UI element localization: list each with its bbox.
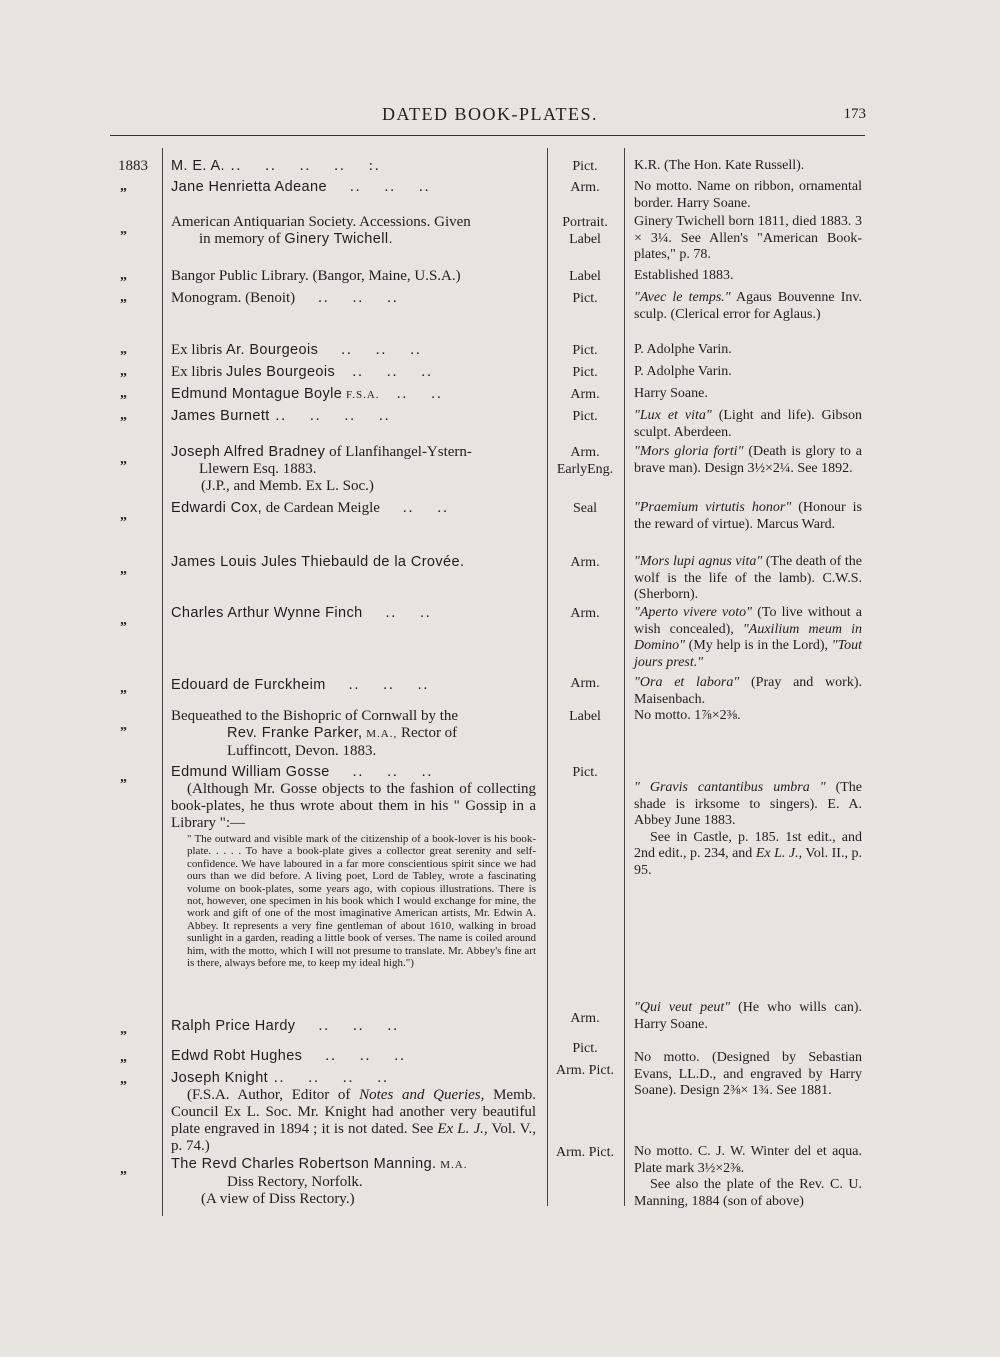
ditto-mark: „ [120, 718, 127, 733]
entry-note: "Lux et vita" (Light and life). Gibson sculpt. Aberdeen. [634, 408, 862, 440]
column-rule-left [162, 148, 163, 1216]
plate-type: Pict. [572, 159, 598, 174]
running-title: DATED BOOK-PLATES. [382, 104, 598, 124]
plate-type: Pict. [572, 365, 598, 380]
ditto-mark: „ [120, 452, 127, 467]
plate-type: Arm. [570, 180, 600, 195]
entry-name: Charles Arthur Wynne Finch .. .. [171, 605, 432, 621]
entry-note: "Qui veut peut" (He who wills can). Harry Soane. [634, 1000, 862, 1032]
ditto-mark: „ [120, 268, 127, 283]
entry-name: M. E. A. .. .. .. .. :. [171, 158, 381, 174]
plate-type: Arm. Pict. [556, 1063, 614, 1078]
entry-note: No motto. (Designed by Sebastian Evans, LL.D., and engraved by Harry Soane). Design 2⅜× 1¾. See 1881. [634, 1050, 862, 1098]
plate-type: Portrait. Label [562, 215, 608, 247]
entry-note: Harry Soane. [634, 386, 708, 401]
ditto-mark: „ [120, 562, 127, 577]
entry-name: Joseph Knight .. .. .. .. (F.S.A. Author, Editor of Notes and Queries, Memb. Council Ex L. Soc. Mr. Knight had another very beautiful plate engraved in 1894 ; it is not dated. See Ex L. J., Vol. V., p. 74.) [171, 1070, 536, 1154]
entry-note: P. Adolphe Varin. [634, 342, 732, 357]
entry-note: "Praemium virtutis honor" (Honour is the reward of virtue). Marcus Ward. [634, 500, 862, 532]
year-label: 1883 [118, 158, 148, 174]
entry-name: Edouard de Furckheim .. .. .. [171, 677, 430, 693]
plate-type: Arm. [570, 1011, 600, 1026]
entry-name: Ex libris Jules Bourgeois .. .. .. [171, 364, 433, 380]
entry-name: Bequeathed to the Bishopric of Cornwall by the Rev. Franke Parker, M.A., Rector of Luffincott, Devon. 1883. [171, 708, 459, 759]
entry-note: No motto. 1⅞×2⅜. [634, 708, 741, 723]
entry-name: The Revd Charles Robertson Manning. M.A. Diss Rectory, Norfolk. (A view of Diss Rectory.) [171, 1156, 468, 1207]
entry-note: "Ora et labora" (Pray and work). Maisenbach. [634, 675, 862, 707]
entry-note: "Avec le temps." Agaus Bouvenne Inv. sculp. (Clerical error for Aglaus.) [634, 290, 862, 322]
plate-type: Pict. [572, 1041, 598, 1056]
plate-type: Label [569, 269, 601, 284]
ditto-mark: „ [120, 770, 127, 785]
ditto-mark: „ [120, 290, 127, 305]
entry-note: K.R. (The Hon. Kate Russell). [634, 158, 805, 173]
ditto-mark: „ [120, 364, 127, 379]
entry-note: P. Adolphe Varin. [634, 364, 732, 379]
entry-note: Ginery Twichell born 1811, died 1883. 3 × 3¼. See Allen's "American Book-plates," p. 78. [634, 214, 862, 262]
entry-name: Jane Henrietta Adeane .. .. .. [171, 179, 431, 195]
entry-name: American Antiquarian Society. Accessions. Given in memory of Ginery Twichell. [171, 214, 471, 247]
ditto-mark: „ [120, 179, 127, 194]
entry-name: James Burnett .. .. .. .. [171, 408, 391, 424]
entry-note: "Aperto vivere voto" (To live without a wish concealed), "Auxilium meum in Domino" (My help is in the Lord), "Tout jours prest." [634, 605, 862, 670]
page-number: 173 [843, 106, 866, 122]
entry-name: Joseph Alfred Bradney of Llanfihangel-Ystern- Llewern Esq. 1883. (J.P., and Memb. Ex L. Soc.) [171, 444, 472, 494]
plate-type: Arm. [570, 555, 600, 570]
ditto-mark: „ [120, 508, 127, 523]
plate-type: Pict. [572, 765, 598, 780]
entry-name: Bangor Public Library. (Bangor, Maine, U.S.A.) [171, 268, 461, 284]
ditto-mark: „ [120, 1072, 127, 1087]
plate-type: Pict. [572, 291, 598, 306]
plate-type: Arm. [570, 676, 600, 691]
gosse-quotation: " The outward and visible mark of the citizenship of a book-lover is his book-plate. . . . . To have a book-plate gives a collector great serenity and self-confidence. We have laboured in a far more conscientious spirit since we had ours than we did before. A living poet, Lord de Tabley, wrote a fascinating volume on book-plates, some years ago, with copious illustrations. There is not, however, one specimen in his book which I would exchange for mine, the work and gift of one of the most imaginative American artists, Mr. Edwin A. Abbey. It represents a very fine gentleman of about 1610, walking in broad sunlight in a garden, reading a little book of verses. The name is coiled around him, with the motto, which I will not presume to translate. Mr. Abbey's fine art is there, always before me, to keep my ideal high.") [187, 833, 536, 970]
ditto-mark: „ [120, 408, 127, 423]
header-rule [110, 135, 865, 136]
entry-name: Edmund Montague Boyle F.S.A. .. .. [171, 386, 443, 402]
ditto-mark: „ [120, 681, 127, 696]
ditto-mark: „ [120, 222, 127, 237]
ditto-mark: „ [120, 1050, 127, 1065]
page-header [110, 104, 870, 134]
ditto-mark: „ [120, 1162, 127, 1177]
plate-type: Pict. [572, 343, 598, 358]
entry-note: No motto. C. J. W. Winter del et aqua. Plate mark 3½×2⅜. See also the plate of the Rev. C. U. Manning, 1884 (son of above) [634, 1144, 862, 1209]
entry-name: Edwd Robt Hughes .. .. .. [171, 1048, 406, 1064]
ditto-mark: „ [120, 1022, 127, 1037]
ditto-mark: „ [120, 342, 127, 357]
ditto-mark: „ [120, 386, 127, 401]
entry-name: Edwardi Cox, de Cardean Meigle .. .. [171, 500, 449, 516]
entry-name: Monogram. (Benoit) .. .. .. [171, 290, 399, 306]
entry-name: Ex libris Ar. Bourgeois .. .. .. [171, 342, 422, 358]
plate-type: Label [569, 709, 601, 724]
plate-type: Pict. [572, 409, 598, 424]
plate-type: Arm. EarlyEng. [556, 445, 614, 477]
column-rule-right [624, 148, 625, 1206]
plate-type: Arm. [570, 606, 600, 621]
entry-note: No motto. Name on ribbon, ornamental border. Harry Soane. [634, 179, 862, 211]
entry-note: "Mors gloria forti" (Death is glory to a brave man). Design 3½×2¼. See 1892. [634, 444, 862, 476]
plate-type: Seal [572, 501, 598, 516]
ditto-mark: „ [120, 613, 127, 628]
entry-note: "Mors lupi agnus vita" (The death of the wolf is the life of the lamb). C.W.S. (Sherborn). [634, 554, 862, 602]
entry-name: Edmund William Gosse .. .. .. (Although Mr. Gosse objects to the fashion of collecting book-plates, he thus wrote about them in his " Gossip in a Library ":— " The outward and visible mark of the citizenship of a book-lover is his book-plate. . . . . To have a book-plate gives a collector great serenity and self-confidence. We have laboured in a far more conscientious spirit since we had ours than we did before. A living poet, Lord de Tabley, wrote a fascinating volume on book-plates, some years ago, with copious illustrations. There is not, however, one specimen in his book which I would exchange for mine, the work and gift of one of the most imaginative American artists, Mr. Edwin A. Abbey. It represents a very fine gentleman of about 1610, walking in broad sunlight in a garden, reading a little book of verses. The name is coiled around him, with the motto, which I will not presume to translate. Mr. Abbey's fine art is there, always before me, to keep my ideal high.") [171, 764, 536, 970]
entry-name: Ralph Price Hardy .. .. .. [171, 1018, 399, 1034]
entry-note: " Gravis cantantibus umbra " (The shade is irksome to singers). E. A. Abbey June 1883. See in Castle, p. 185. 1st edit., and 2nd edit., p. 234, and Ex L. J., Vol. II., p. 95. [634, 780, 862, 878]
entry-name: James Louis Jules Thiebauld de la Crovée. [171, 554, 465, 570]
plate-type: Arm. Pict. [556, 1145, 614, 1160]
entry-note: Established 1883. [634, 268, 734, 283]
plate-type: Arm. [570, 387, 600, 402]
